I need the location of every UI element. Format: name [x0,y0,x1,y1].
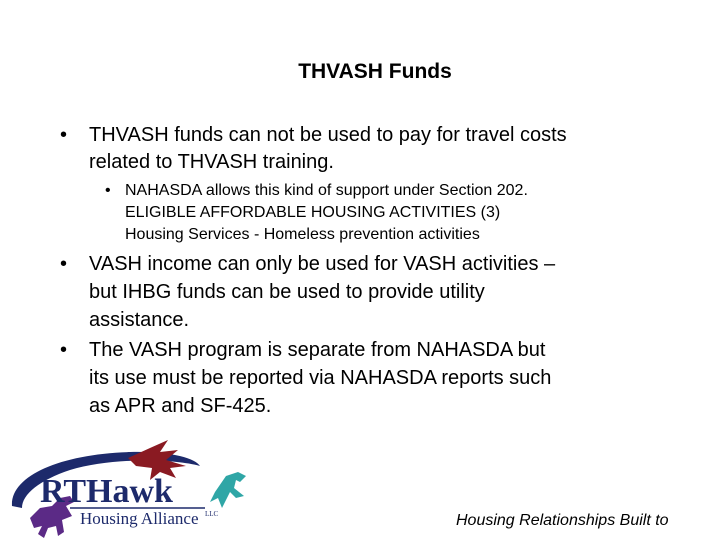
bullet-line: related to THVASH training. [89,151,334,173]
footer-tagline: Housing Relationships Built to [456,512,669,529]
bullet-line: The VASH program is separate from NAHASDA but [89,339,546,361]
logo-main-text: RTHawk [40,473,173,510]
bullet-dot: • [105,182,111,199]
sub-bullet-line: NAHASDA allows this kind of support under Section 202. [125,182,528,199]
bullet-dot: • [60,124,68,146]
bullet-line: assistance. [89,309,190,331]
bullet-line: THVASH funds can not be used to pay for travel costs [89,124,567,146]
sub-bullet-line: ELIGIBLE AFFORDABLE HOUSING ACTIVITIES (3) [125,204,501,221]
bullet-dot: • [60,339,68,361]
rthawk-logo [0,436,255,540]
bullet-line: but IHBG funds can be used to provide utility [89,281,485,303]
logo-sub-text: Housing Alliance [80,509,199,528]
teal-horse-icon [210,472,246,508]
slide-title: THVASH Funds [298,60,452,83]
bullet-dot: • [60,253,68,275]
logo-suffix-text: LLC [205,510,219,518]
bullet-line: as APR and SF-425. [89,395,272,417]
bullet-line: its use must be reported via NAHASDA reports such [89,367,552,389]
bullet-line: VASH income can only be used for VASH activities – [89,253,556,275]
sub-bullet-line: Housing Services - Homeless prevention activities [125,226,480,243]
